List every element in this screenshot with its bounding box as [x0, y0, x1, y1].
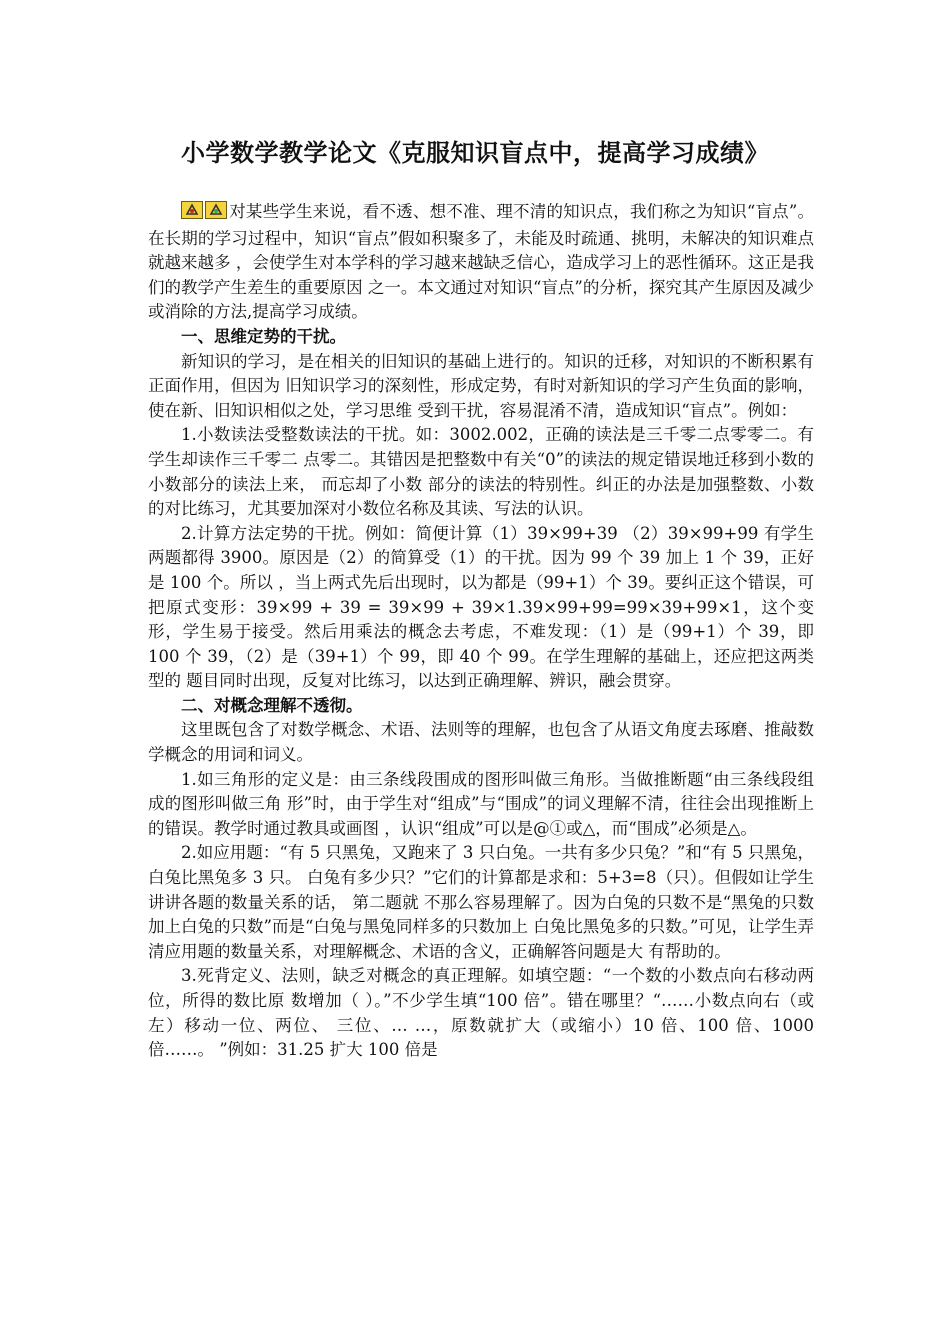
intro-text: 对某些学生来说，看不透、想不准、理不清的知识点，我们称之为知识“盲点”。在长期的学习过程中，知识“盲点”假如积聚多了，未能及时疏通、挑明，未解决的知识难点就越来越多 ，会使学生对本学科的学习越来越缺乏信心，造成学习上的恶性循环。这正是我们的教学产生差生的重要原因 之一。本文通过对知识“盲点”的分析，探究其产生原因及减少或消除的方法,提高学习成绩。 [148, 202, 814, 322]
paragraph: 2.计算方法定势的干扰。例如：简便计算（1）39×99+39 （2）39×99+99 有学生两题都得 3900。原因是（2）的简算受（1）的干扰。因为 99 个 39 加上 1 个 39，正好是 100 个。所以 ，当上两式先后出现时，以为都是（99+1）个 39。要纠正这个错误，可把原式变形：39×99 + 39 = 39×99 + 39×1.39×99+99=99×39+99×1，这个变形，学生易于接受。然后用乘法的概念去考虑，不难发现：（1）是（99+1）个 39，即 100 个 39，（2）是（39+1）个 99，即 40 个 99。在学生理解的基础上，还应把这两类型的 题目同时出现，反复对比练习，以达到正确理解、辨识，融会贯穿。 [148, 523, 814, 691]
document-title: 小学数学教学论文《克服知识盲点中，提高学习成绩》 [181, 138, 769, 167]
paragraph: 1.如三角形的定义是：由三条线段围成的图形叫做三角形。当做推断题“由三条线段组成的图形叫做三角 形”时，由于学生对“组成”与“围成”的词义理解不清，往往会出现推断上的错误。教学时通过教具或画图 ，认识“组成”可以是@①或△，而“围成”必须是△。 [148, 769, 814, 838]
document-body [148, 200, 814, 1063]
paragraph: 新知识的学习，是在相关的旧知识的基础上进行的。知识的迁移，对知识的不断积累有正面作用，但因为 旧知识学习的深刻性，形成定势，有时对新知识的学习产生负面的影响，使在新、旧知识相似之处，学习思维 受到干扰，容易混淆不清，造成知识“盲点”。例如： [148, 351, 814, 420]
paragraph: 这里既包含了对数学概念、术语、法则等的理解，也包含了从语文角度去琢磨、推敲数学概念的用词和词义。 [148, 720, 814, 765]
intro-paragraph [148, 200, 814, 325]
doc-logo-icon [181, 201, 227, 227]
paragraph: 2.如应用题：“有 5 只黑兔，又跑来了 3 只白兔。一共有多少只兔？”和“有 5 只黑兔，白兔比黑兔多 3 只。 白兔有多少只？”它们的计算都是求和：5+3=8（只）。但假如让学生讲讲各题的数量关系的话， 第二题就 不那么容易理解了。因为白兔的只数不是“黑兔的只数加上白兔的只数”而是“白兔与黑兔同样多的只数加上 白兔比黑兔多的只数。”可见，让学生弄清应用题的数量关系，对理解概念、术语的含义，正确解答问题是大 有帮助的。 [148, 843, 814, 961]
paragraph: 3.死背定义、法则，缺乏对概念的真正理解。如填空题：“一个数的小数点向右移动两位，所得的数比原 数增加（ ）。”不少学生填“100 倍”。错在哪里？“……小数点向右（或左）移动一位、两位、 三位、… …，原数就扩大（或缩小）10 倍、100 倍、1000 倍……。 ”例如：31.25 扩大 100 倍是 [148, 966, 814, 1060]
section-heading-1: 一、思维定势的干扰。 [181, 326, 346, 346]
section-heading-2: 二、对概念理解不透彻。 [181, 695, 363, 715]
paragraph: 1.小数读法受整数读法的干扰。如：3002.002，正确的读法是三千零二点零零二。有学生却读作三千零二 点零二。其错因是把整数中有关“0”的读法的规定错误地迁移到小数的小数部分的读法上来， 而忘却了小数 部分的读法的特别性。纠正的办法是加强整数、小数的对比练习，尤其要加深对小数位名称及其读、写法的认识。 [148, 425, 814, 519]
